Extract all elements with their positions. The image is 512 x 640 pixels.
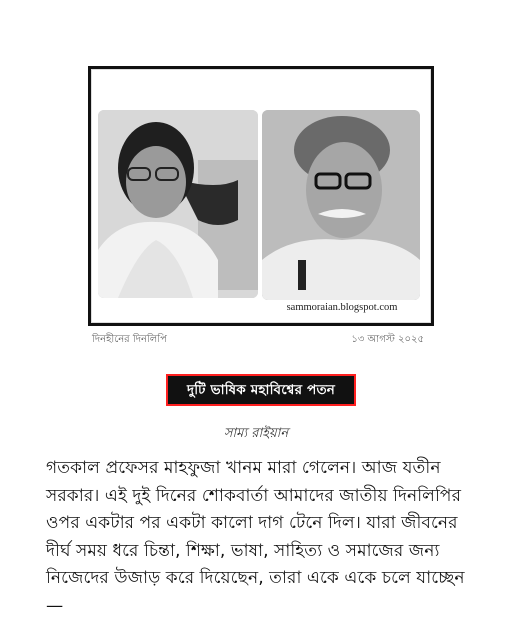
journal-caption: দিনহীনের দিনলিপি bbox=[92, 334, 167, 345]
article-body: গতকাল প্রফেসর মাহফুজা খানম মারা গেলেন। আজ যতীন সরকার। এই দুই দিনের শোকবার্তা আমাদের জাতীয় দিনলিপির ওপর একটার পর একটা কালো দাগ টেনে দিল। যারা জীবনের দীর্ঘ সময় ধরে চিন্তা, শিক্ষা, ভাষা, সাহিত্য ও সমাজের জন্য নিজেদের উজাড় করে দিয়েছেন, তারা একে একে চলে যাচ্ছেন— bbox=[46, 458, 465, 616]
portrait-right-image bbox=[262, 110, 420, 300]
article-title-box bbox=[166, 374, 356, 406]
date-caption: ১৩ আগস্ট ২০২৫ bbox=[351, 334, 424, 345]
article-title: দুটি ভাষিক মহাবিশ্বের পতন bbox=[186, 381, 336, 398]
blog-url-watermark: sammoraian.blogspot.com bbox=[286, 302, 398, 313]
author-signature: সাম্য রাইয়ান bbox=[223, 426, 289, 441]
portrait-left-image bbox=[98, 110, 258, 298]
